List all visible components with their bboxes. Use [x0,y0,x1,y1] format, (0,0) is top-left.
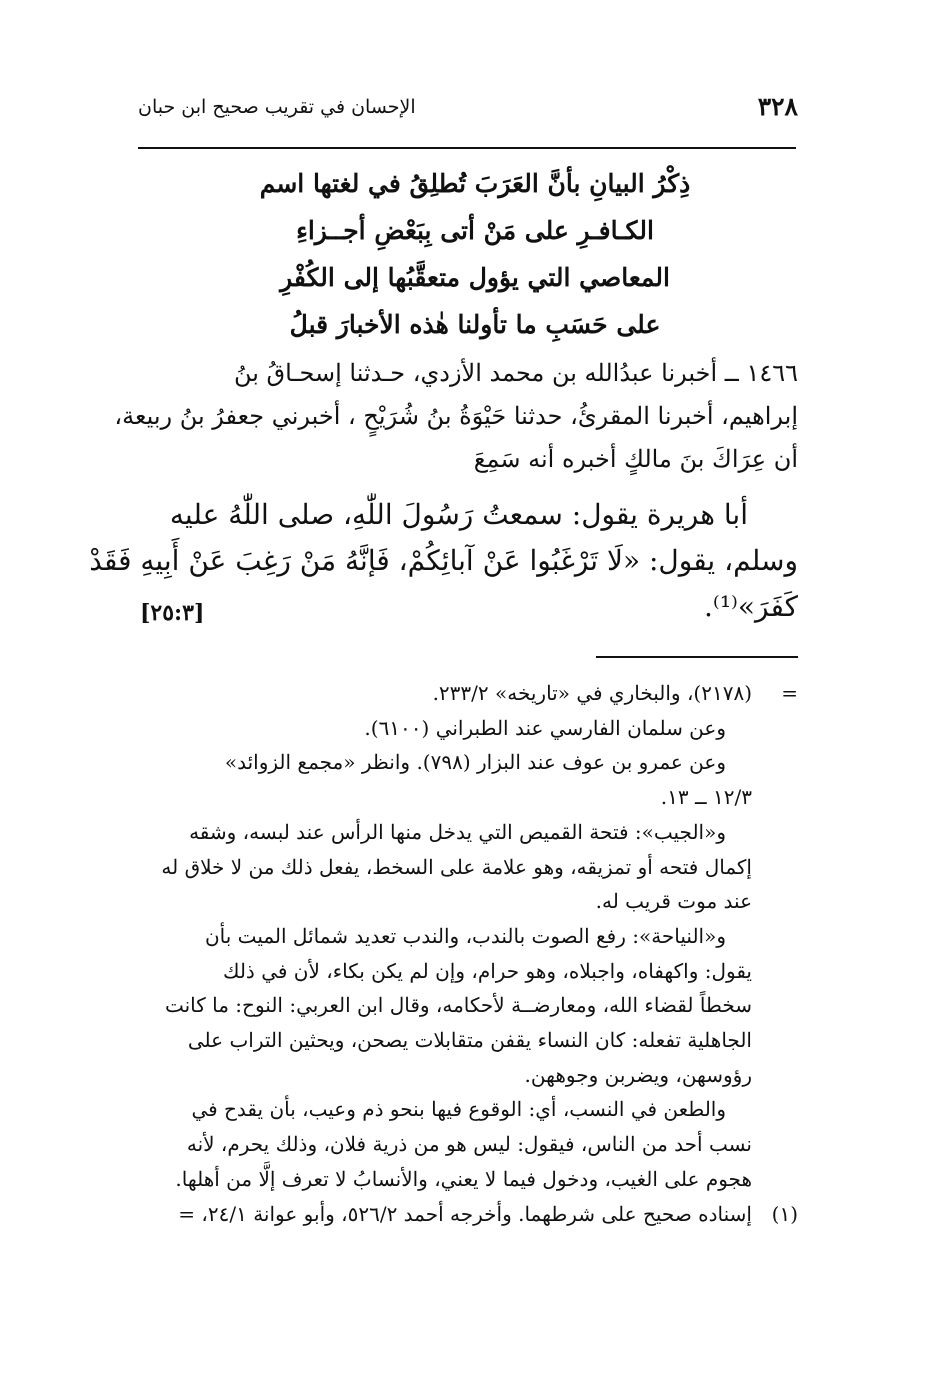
chapter-heading-line: الكـافـرِ على مَنْ أتى بِبَعْضِ أجــزاءِ [296,216,654,245]
footnote-line: وعن عمرو بن عوف عند البزار (٧٩٨). وانظر «مجمع الزوائد» [224,750,726,775]
footnote-line [138,1197,798,1232]
chapter-heading-line: المعاصي التي يؤول متعقَّبُها إلى الكُفْرِ [280,263,670,292]
footnote-line: ١٢/٣ ــ ١٣. [660,785,752,810]
continuation-marker: = [781,681,798,705]
footnote-text: إسناده صحيح على شرطهما. وأخرجه أحمد ٥٢٦/٢، وأبو عوانة ٢٤/١، = [178,1201,752,1226]
footnote-line: عند موت قريب له. [595,889,752,914]
footnotes [138,676,798,1231]
isnad-line: إبراهيم، أخبرنا المقرئُ، حدثنا حَيْوَةُ بنُ شُرَيْحٍ ، أخبرني جعفرُ بنُ ربيعة، [114,402,798,430]
isnad-line: أن عِرَاكَ بنَ مالكٍ أخبره أنه سَمِعَ [473,445,798,473]
footnote-line: رؤوسهن، ويضربن وجوههن. [524,1062,752,1087]
footnote-line: هجوم على الغيب، ودخول فيما لا يعني، والأنسابُ لا تعرف إلَّا من أهلها. [175,1166,752,1191]
matn-line: كَفَرَ»⁽¹⁾. [704,590,798,623]
footnote-text: (٢١٧٨)، والبخاري في «تاريخه» ٢٣٣/٢. [432,681,752,705]
footnote-line: نسب أحد من الناس، فيقول: ليس هو من ذرية فلان، وذلك يحرم، لأنه [186,1132,752,1157]
hadith-reference: [٢٥:٣] [140,600,205,626]
header-divider [138,147,796,149]
footnote-number: (١) [771,1201,798,1226]
page-header [138,92,798,132]
footnote-line: إكمال فتحه أو تمزيقه، وهو علامة على السخط، يفعل ذلك من لا خلاق له [161,854,752,879]
chapter-heading [250,160,700,348]
page-number: ٣٢٨ [757,92,798,121]
footnote-line: سخطاً لقضاء الله، ومعارضــة لأحكامه، وقال ابن العربي: النوح: ما كانت [164,993,752,1018]
footnote-line: وعن سلمان الفارسي عند الطبراني (٦١٠٠). [364,715,726,740]
matn-line: وسلم، يقول: «لَا تَرْغَبُوا عَنْ آبائِكُمْ، فَإنَّهُ مَنْ رَغِبَ عَنْ أَبِيهِ فَقَدْ [89,544,798,577]
footnote-line: والطعن في النسب، أي: الوقوع فيها بنحو ذم وعيب، بأن يقدح في [191,1097,726,1122]
hadith-matn [89,492,798,630]
footnote-line [138,676,798,711]
footnote-divider [596,656,798,658]
chapter-heading-line: ذِكْرُ البيانِ بأنَّ العَرَبَ تُطلِقُ في لغتها اسم [259,169,691,198]
footnote-line: و«النياحة»: رفع الصوت بالندب، والندب تعديد شمائل الميت بأن [204,923,726,948]
running-title: الإحسان في تقريب صحيح ابن حبان [138,96,416,118]
footnote-line: يقول: واكهفاه، واجبلاه، وهو حرام، وإن لم يكن بكاء، لأن في ذلك [222,958,752,983]
matn-line: أبا هريرة يقول: سمعتُ رَسُولَ اللّٰهِ، صلى اللّٰهُ عليه [169,498,748,531]
hadith-isnad [114,352,798,481]
chapter-heading-line: على حَسَبِ ما تأولنا هٰذه الأخبارَ قبلُ [289,310,661,339]
isnad-line: ١٤٦٦ ــ أخبرنا عبدُالله بن محمد الأزدي، حـدثنا إسحـاقُ بنُ [233,359,798,387]
footnote-line: الجاهلية تفعله: كان النساء يقفن متقابلات يصحن، ويحثين التراب على [187,1028,752,1053]
footnote-line: و«الجيب»: فتحة القميص التي يدخل منها الرأس عند لبسه، وشقه [189,819,726,844]
